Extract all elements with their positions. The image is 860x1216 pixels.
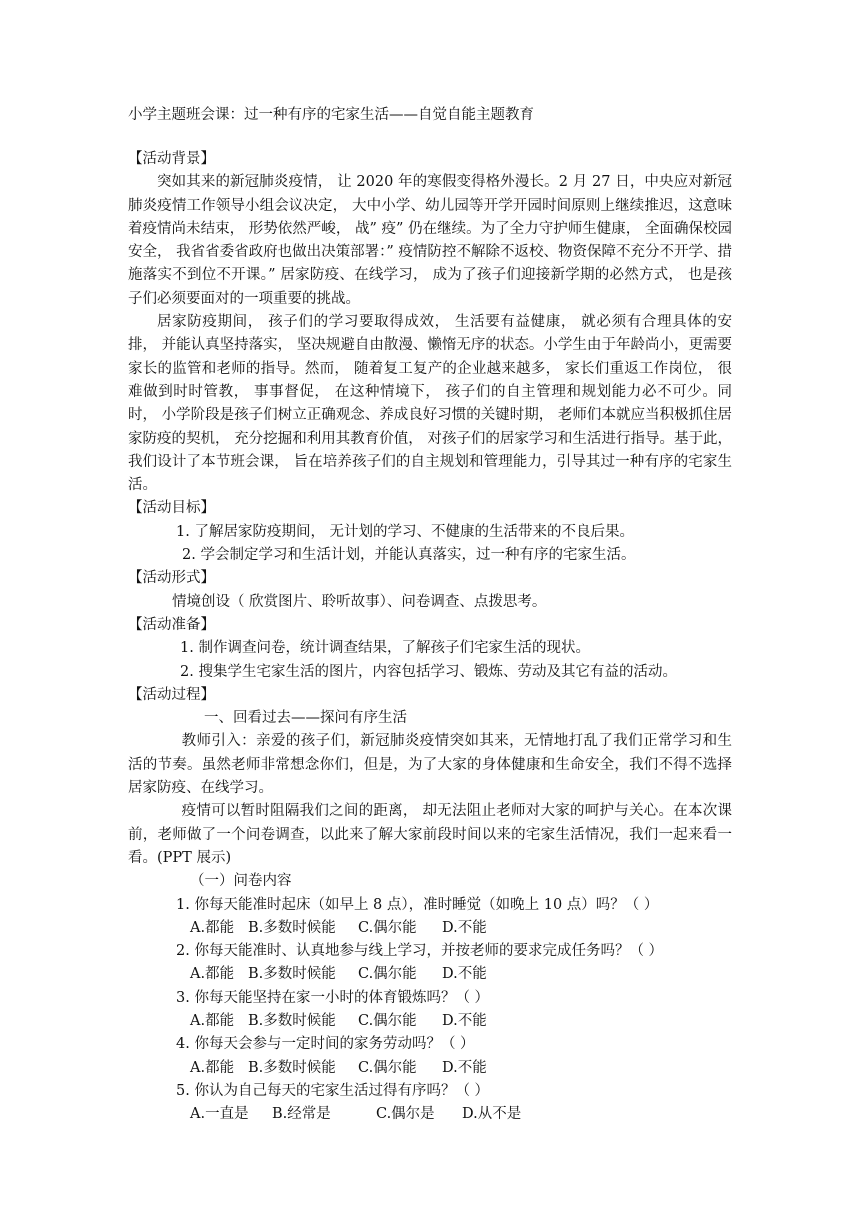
- option-a: A.都能: [190, 1012, 235, 1029]
- question-2: 2. 你每天能准时、认真地参与线上学习，并按老师的要求完成任务吗？（ ）: [176, 943, 664, 960]
- option-d: D.不能: [442, 1059, 487, 1076]
- goals-heading: 【活动目标】: [128, 500, 215, 517]
- background-paragraph-1: 突如其来的新冠肺炎疫情， 让 2020 年的寒假变得格外漫长。2 月 27 日，中央应对新冠肺炎疫情工作领导小组会议决定， 大中小学、幼儿园等开学开园时间原则上继续推迟，这意味着疫情尚未结束， 形势依然严峻， 战” 疫” 仍在继续。为了全力守护师生健康， 全面确保校园安全， 我省省委省政府也做出决策部署：” 疫情防控不解除不返校、物资保障不充分不开学、措施落实不到位不开课。” 居家防疫、在线学习， 成为了孩子们迎接新学期的必然方式， 也是孩子们必须要面对的一项重要的挑战。: [128, 174, 732, 307]
- goal-item-1: 1. 了解居家防疫期间， 无计划的学习、不健康的生活带来的不良后果。: [176, 523, 635, 540]
- option-a: A.都能: [190, 966, 235, 983]
- process-section-1: 一、回看过去——探问有序生活: [204, 710, 407, 727]
- option-a: A.一直是: [190, 1106, 249, 1123]
- question-4: 4. 你每天会参与一定时间的家务劳动吗？（ ）: [176, 1036, 475, 1053]
- question-3: 3. 你每天能坚持在家一小时的体育锻炼吗？（ ）: [176, 989, 490, 1006]
- option-c: C.偶尔能: [358, 1012, 417, 1029]
- background-paragraph-2: 居家防疫期间， 孩子们的学习要取得成效， 生活要有益健康， 就必须有合理具体的安排， 并能认真坚持落实， 坚决规避自由散漫、懒惰无序的状态。小学生由于年龄尚小，更需要家长的监管和老师的指导。然而， 随着复工复产的企业越来越多， 家长们重返工作岗位， 很难做到时时管教， 事事督促， 在这种情境下， 孩子们的自主管理和规划能力必不可少。同时， 小学阶段是孩子们树立正确观念、养成良好习惯的关键时期， 老师们本就应当积极抓住居家防疫的契机， 充分挖掘和利用其教育价值， 对孩子们的居家学习和生活进行指导。基于此， 我们设计了本节班会课， 旨在培养孩子们的自主规划和管理能力，引导其过一种有序的宅家生活。: [128, 314, 732, 494]
- form-heading: 【活动形式】: [128, 570, 215, 587]
- option-c: C.偶尔能: [358, 919, 417, 936]
- option-d: D.不能: [442, 919, 487, 936]
- option-c: C.偶尔能: [358, 966, 417, 983]
- goal-item-2: 2. 学会制定学习和生活计划，并能认真落实，过一种有序的宅家生活。: [182, 547, 636, 564]
- process-paragraph-1: 教师引入：亲爱的孩子们，新冠肺炎疫情突如其来，无情地打乱了我们正常学习和生活的节奏。虽然老师非常想念你们，但是，为了大家的身体健康和生命安全，我们不得不选择居家防疫、在线学习。: [128, 733, 732, 797]
- option-d: D.不能: [442, 966, 487, 983]
- question-5: 5. 你认为自己每天的宅家生活过得有序吗？（ ）: [176, 1082, 490, 1099]
- background-heading: 【活动背景】: [128, 151, 215, 167]
- form-text: 情境创设（ 欣赏图片、聆听故事）、问卷调查、点拨思考。: [172, 593, 547, 610]
- option-c: C.偶尔是: [376, 1106, 435, 1123]
- option-b: B.多数时候能: [248, 919, 336, 936]
- option-b: B.多数时候能: [248, 1012, 336, 1029]
- option-b: B.多数时候能: [248, 1059, 336, 1076]
- question-4-options: [128, 1057, 732, 1080]
- option-b: B.经常是: [272, 1106, 331, 1123]
- preparation-item-1: 1. 制作调查问卷，统计调查结果，了解孩子们宅家生活的现状。: [180, 640, 590, 657]
- preparation-heading: 【活动准备】: [128, 616, 215, 633]
- question-5-options: [128, 1103, 732, 1126]
- option-a: A.都能: [190, 919, 235, 936]
- process-paragraph-2: 疫情可以暂时阻隔我们之间的距离， 却无法阻止老师对大家的呵护与关心。在本次课前，老师做了一个问卷调查，以此来了解大家前段时间以来的宅家生活情况，我们一起来看一看。(PPT 展示): [128, 803, 732, 866]
- option-c: C.偶尔能: [358, 1059, 417, 1076]
- option-d: D.从不是: [462, 1106, 522, 1123]
- document-body: [128, 148, 732, 1126]
- preparation-item-2: 2. 搜集学生宅家生活的图片，内容包括学习、锻炼、劳动及其它有益的活动。: [180, 663, 677, 680]
- question-1-options: [128, 917, 732, 940]
- option-b: B.多数时候能: [248, 966, 336, 983]
- question-2-options: [128, 963, 732, 986]
- document-title: 小学主题班会课：过一种有序的宅家生活——自觉自能主题教育: [128, 107, 534, 123]
- survey-heading: （一）问卷内容: [190, 873, 292, 890]
- question-1: 1. 你每天能准时起床（如早上 8 点），准时睡觉（如晚上 10 点）吗？（ ）: [176, 896, 659, 913]
- option-d: D.不能: [442, 1012, 487, 1029]
- process-heading: 【活动过程】: [128, 686, 215, 703]
- option-a: A.都能: [190, 1059, 235, 1076]
- question-3-options: [128, 1010, 732, 1033]
